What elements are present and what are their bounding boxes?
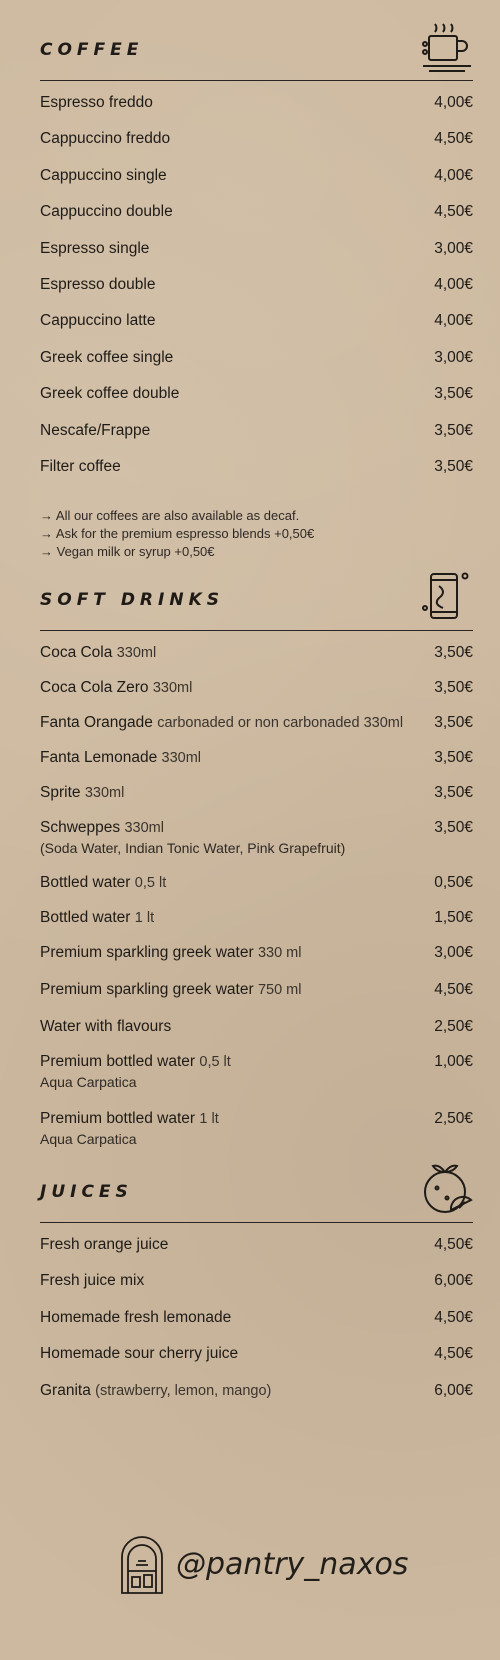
menu-item-price: 4,00€ xyxy=(434,312,473,330)
item-name: Cappuccino double xyxy=(40,203,173,221)
menu-item-price: 6,00€ xyxy=(434,1381,473,1399)
menu-item-name xyxy=(40,311,419,331)
menu-item-price: 4,50€ xyxy=(434,1236,473,1253)
menu-item-price: 2,50€ xyxy=(434,1018,473,1035)
menu-item xyxy=(40,783,473,818)
item-name: Espresso freddo xyxy=(40,94,153,111)
item-detail: 330ml xyxy=(116,645,157,661)
menu-item-price: 1,50€ xyxy=(434,909,473,926)
menu-item-price: 4,00€ xyxy=(434,166,473,184)
item-detail: 1 lt xyxy=(199,1111,219,1127)
item-name: Coca Cola Zero xyxy=(40,679,149,696)
item-name: Greek coffee double xyxy=(40,385,180,403)
item-name: Fanta Orangade xyxy=(40,714,153,731)
menu-item-price: 3,50€ xyxy=(434,385,473,403)
menu-item-price: 4,50€ xyxy=(434,203,473,221)
menu-item-price: 4,50€ xyxy=(434,1308,473,1326)
soft-drinks-list xyxy=(40,631,473,1164)
item-name: Fanta Lemonade xyxy=(40,749,158,766)
item-detail: 1 lt xyxy=(134,910,155,926)
item-name: Fresh orange juice xyxy=(40,1236,169,1253)
menu-item-name xyxy=(40,713,419,733)
menu-item-name xyxy=(40,748,419,768)
item-name: Nescafe/Frappe xyxy=(40,421,151,439)
menu-item xyxy=(40,384,473,420)
menu-item-name xyxy=(40,1308,419,1328)
menu-item-price: 6,00€ xyxy=(434,1272,473,1290)
menu-item xyxy=(40,348,473,384)
item-name: Filter coffee xyxy=(40,457,121,475)
item-name: Espresso double xyxy=(40,275,156,293)
menu-item-price: 3,50€ xyxy=(434,457,473,475)
item-name: Bottled water xyxy=(40,874,131,891)
item-name: Greek coffee single xyxy=(40,348,174,366)
menu-item-name xyxy=(40,873,419,893)
menu-item-price: 3,50€ xyxy=(434,749,473,766)
menu-item xyxy=(40,1017,473,1052)
juices-title: JUICES xyxy=(40,1182,133,1202)
item-name: Espresso single xyxy=(40,239,150,257)
item-detail: 0,5 lt xyxy=(199,1054,231,1070)
menu-item xyxy=(40,1381,473,1417)
menu-item xyxy=(40,1344,473,1380)
menu-item xyxy=(40,421,473,457)
shop-window-logo-icon xyxy=(118,1535,166,1595)
menu-item-price: 4,00€ xyxy=(434,94,473,111)
item-detail: 330ml xyxy=(124,820,164,836)
menu-item-price: 1,00€ xyxy=(434,1053,473,1070)
menu-item xyxy=(40,1308,473,1344)
item-name: Granita xyxy=(40,1381,91,1399)
coffee-title: COFFEE xyxy=(40,40,144,60)
menu-item-name xyxy=(40,202,419,222)
menu-item-price: 3,00€ xyxy=(434,239,473,257)
menu-item xyxy=(40,311,473,347)
menu-item-price: 3,50€ xyxy=(434,679,473,696)
juices-list xyxy=(40,1223,473,1417)
item-name: Coca Cola xyxy=(40,644,113,661)
menu-item-name xyxy=(40,980,419,1000)
menu-item xyxy=(40,1271,473,1307)
juices-section xyxy=(40,1142,473,1417)
menu-item-name xyxy=(40,166,419,186)
menu-item-price: 0,50€ xyxy=(434,874,473,891)
menu-item-price: 3,00€ xyxy=(434,944,473,961)
item-subtitle: Aqua Carpatica xyxy=(40,1074,137,1090)
item-detail: carbonaded or non carbonaded 330ml xyxy=(157,715,404,731)
menu-item-name xyxy=(40,239,419,259)
item-name: Bottled water xyxy=(40,909,131,926)
menu-item xyxy=(40,239,473,275)
menu-item xyxy=(40,643,473,678)
menu-item-name xyxy=(40,1271,419,1291)
menu-item xyxy=(40,93,473,129)
item-name: Water with flavours xyxy=(40,1018,172,1035)
soft-drinks-title: SOFT DRINKS xyxy=(40,590,224,610)
item-detail: 0,5 lt xyxy=(134,875,167,891)
soda-can-icon xyxy=(421,568,473,624)
menu-item-name xyxy=(40,1235,419,1255)
menu-item-name xyxy=(40,1052,419,1092)
item-name: Sprite xyxy=(40,784,81,801)
menu-item xyxy=(40,129,473,165)
menu-item xyxy=(40,1052,473,1109)
menu-item xyxy=(40,818,473,873)
item-detail: 330ml xyxy=(152,680,193,696)
menu-item-price: 4,00€ xyxy=(434,275,473,293)
menu-item-price: 3,50€ xyxy=(434,784,473,801)
menu-item-name xyxy=(40,275,419,295)
menu-item-name xyxy=(40,943,419,963)
item-name: Premium bottled water xyxy=(40,1110,196,1127)
menu-item-name xyxy=(40,678,419,698)
menu-item xyxy=(40,873,473,908)
item-name: Homemade fresh lemonade xyxy=(40,1308,232,1326)
menu-item-name xyxy=(40,457,419,477)
item-name: Cappuccino single xyxy=(40,166,167,184)
item-subtitle: Aqua Carpatica xyxy=(40,1131,137,1147)
coffee-header xyxy=(40,0,473,81)
menu-item xyxy=(40,678,473,713)
footer xyxy=(118,1535,438,1595)
menu-item-price: 4,50€ xyxy=(434,981,473,998)
coffee-note: → Ask for the premium espresso blends +0,50€ xyxy=(40,526,315,542)
menu-item-name xyxy=(40,421,419,441)
menu-item-name xyxy=(40,384,419,404)
item-name: Homemade sour cherry juice xyxy=(40,1345,239,1363)
coffee-cup-icon xyxy=(421,18,473,74)
menu-item-price: 4,50€ xyxy=(434,1345,473,1363)
menu-item-name xyxy=(40,818,419,858)
menu-item-name xyxy=(40,93,419,113)
menu-item xyxy=(40,1235,473,1271)
menu-item-price: 2,50€ xyxy=(434,1110,473,1127)
menu-item xyxy=(40,943,473,980)
menu-item xyxy=(40,457,473,493)
menu-item-name xyxy=(40,1344,419,1364)
item-detail: 330 ml xyxy=(257,945,302,961)
item-detail: 330ml xyxy=(161,750,202,766)
menu-item xyxy=(40,748,473,783)
juices-header xyxy=(40,1142,473,1223)
item-name: Schweppes xyxy=(40,819,121,836)
menu-item-name xyxy=(40,129,419,149)
menu-item-name xyxy=(40,783,419,803)
item-name: Cappuccino latte xyxy=(40,312,156,330)
soft-drinks-section xyxy=(40,550,473,1164)
menu-item xyxy=(40,202,473,238)
item-name: Premium bottled water xyxy=(40,1053,196,1070)
coffee-note: → Vegan milk or syrup +0,50€ xyxy=(40,544,215,560)
menu-item-price: 3,50€ xyxy=(434,644,473,661)
menu-item xyxy=(40,275,473,311)
menu-item-price: 3,00€ xyxy=(434,348,473,366)
menu-item-price: 3,50€ xyxy=(434,714,473,731)
soft-drinks-header xyxy=(40,550,473,631)
menu-item-name xyxy=(40,348,419,368)
item-name: Premium sparkling greek water xyxy=(40,944,254,961)
menu-item xyxy=(40,166,473,202)
menu-item-name xyxy=(40,908,419,928)
menu-item-price: 3,50€ xyxy=(434,819,473,836)
menu-item xyxy=(40,908,473,943)
menu-item-price: 3,50€ xyxy=(434,421,473,439)
menu-item-name xyxy=(40,1381,419,1401)
menu-item-name xyxy=(40,643,419,663)
menu-item xyxy=(40,713,473,748)
orange-fruit-icon xyxy=(421,1160,473,1216)
coffee-section xyxy=(40,0,473,561)
item-name: Premium sparkling greek water xyxy=(40,981,254,998)
menu-item-price: 4,50€ xyxy=(434,130,473,148)
menu-item-name xyxy=(40,1017,419,1037)
instagram-handle[interactable]: @pantry_naxos xyxy=(176,1547,409,1582)
item-name: Cappuccino freddo xyxy=(40,130,171,148)
coffee-list xyxy=(40,81,473,493)
item-subtitle: (Soda Water, Indian Tonic Water, Pink Grapefruit) xyxy=(40,840,346,856)
item-detail: 330ml xyxy=(84,785,125,801)
coffee-note: → All our coffees are also available as decaf. xyxy=(40,508,300,524)
item-detail: 750 ml xyxy=(257,982,302,998)
menu-item xyxy=(40,980,473,1017)
item-detail: (strawberry, lemon, mango) xyxy=(95,1382,272,1399)
item-name: Fresh juice mix xyxy=(40,1272,145,1290)
